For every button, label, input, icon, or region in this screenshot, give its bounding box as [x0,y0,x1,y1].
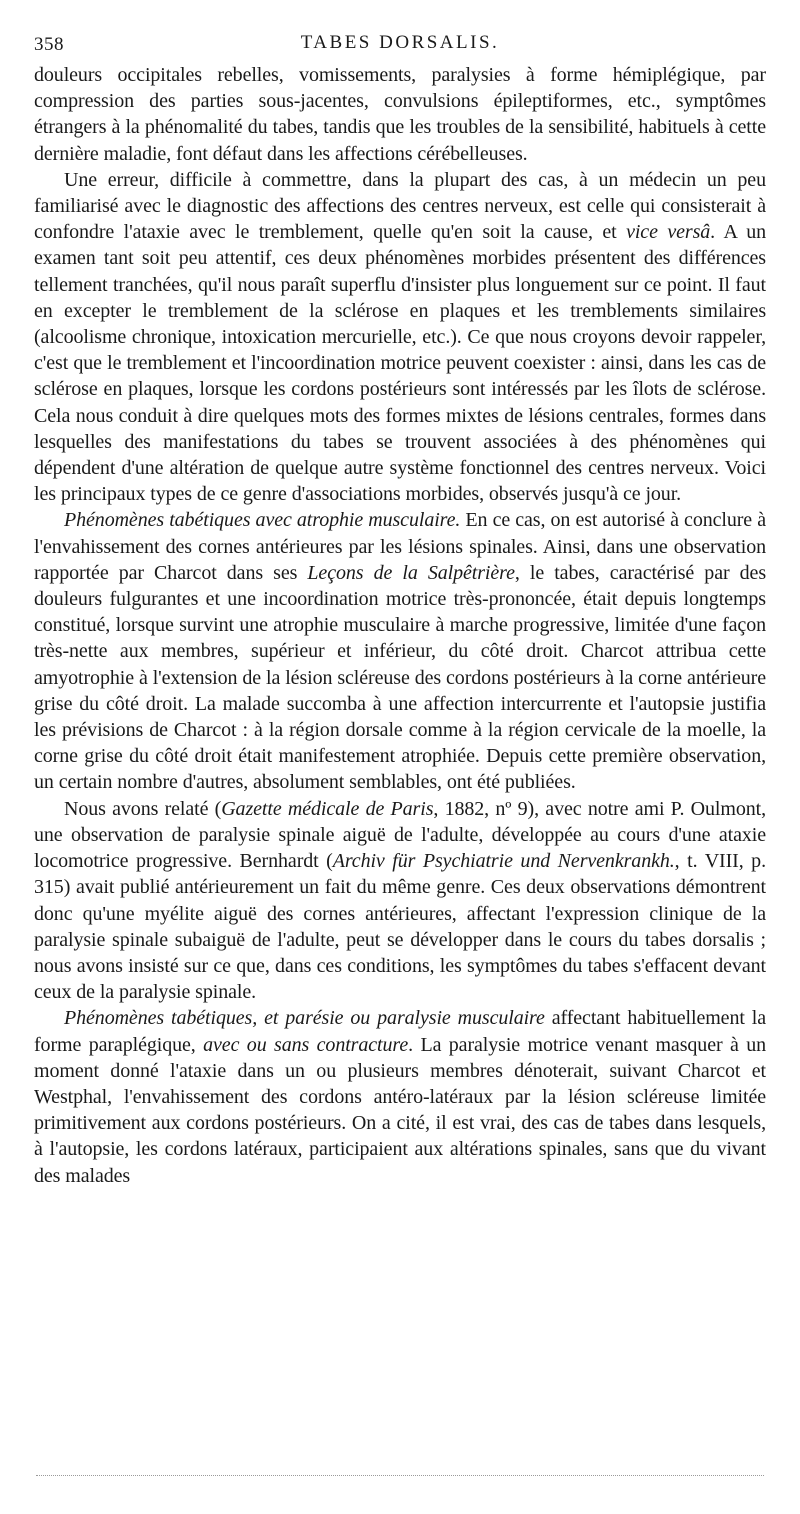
text-run: Une erreur, difficile à commettre, dans la plupart des cas, à un médecin un peu familiarisé avec le diagnostic des affections des centres nerveux, est celle qui consisterait à confondre l'ataxie avec le tremblement, quelle qu'en soit la cause, et [34,168,766,244]
italic-run: vice versâ [626,221,711,244]
book-page [34,22,766,1189]
italic-run: avec ou sans contracture [203,1033,409,1056]
text-run: . La paralysie motrice venant masquer à un moment donné l'ataxie dans un ou plusieurs membres dénoterait, suivant Charcot et Westphal, l'envahissement des cordons antéro-latéraux par la lésion scléreuse limitée primitivement aux cordons postérieurs. On a cité, il est vrai, des cas de tabes dans lesquels, à l'autopsie, les cordons latéraux, participaient aux altérations spinales, sans que du vivant des malades [34,1033,766,1187]
text-run: , t. VIII, p. 315) avait publié antérieurement un fait du même genre. Ces deux observations démontrent donc qu'une myélite aiguë des cornes antérieures, affectant l'expression clinique de la paralysie spinale subaiguë de l'adulte, peut se développer dans le cours du tabes dorsalis ; nous avons insisté sur ce que, dans ces conditions, les symptômes du tabes s'effacent devant ceux de la paralysie spinale. [34,850,766,1004]
paragraph [34,62,766,167]
text-run: , 1882, nº 9), avec notre ami P. Oulmont, une observation de paralysie spinale aiguë de l'adulte, développée au cours d'une ataxie locomotrice progressive. Bernhardt ( [34,797,766,873]
body-text [34,62,766,1189]
italic-run: Phénomènes tabétiques avec atrophie musculaire. [64,509,461,532]
running-head [34,22,766,62]
paragraph [34,507,766,795]
paragraph [34,1005,766,1188]
italic-run: Gazette médicale de Paris [221,797,434,820]
paragraph [34,796,766,1006]
text-run: douleurs occipitales rebelles, vomissements, paralysies à forme hémiplégique, par compression des parties sous-jacentes, convulsions épileptiformes, etc., symptômes étrangers à la phénomalité du tabes, tandis que les troubles de la sensibilité, habituels à cette dernière maladie, font défaut dans les affections cérébelleuses. [34,64,766,165]
paragraph [34,167,766,508]
italic-run: Leçons de la Salpêtrière [307,561,515,584]
page-number: 358 [34,34,64,55]
text-run: . A un examen tant soit peu attentif, ces deux phénomènes morbides présentent des différences tellement tranchées, qu'il nous paraît superflu d'insister plus longuement sur ce point. Il faut en excepter le tremblement de la sclérose en plaques et les tremblements similaires (alcoolisme chronique, intoxication mercurielle, etc.). Ce que nous croyons devoir rappeler, c'est que le tremblement et l'incoordination motrice peuvent coexister : ainsi, dans les cas de sclérose en plaques, lorsque les cordons postérieurs sont intéressés par les îlots de sclérose. Cela nous conduit à dire quelques mots des formes mixtes de lésions centrales, formes dans lesquelles des manifestations du tabes se trouvent associées à des phénomènes qui dépendent d'une altération de quelque autre système fonctionnel des centres nerveux. Voici les principaux types de ce genre d'associations morbides, observés jusqu'à ce jour. [34,221,766,506]
italic-run: Archiv für Psychiatrie und Nervenkrankh. [332,850,675,873]
footer-rule [36,1475,764,1476]
text-run: En ce cas, on est autorisé à conclure à l'envahissement des cornes antérieures par les lésions spinales. Ainsi, dans une observation rapportée par Charcot dans ses [34,509,766,584]
text-run: affectant habituellement la forme paraplégique, [34,1007,766,1056]
text-run: Nous avons relaté ( [64,797,222,820]
running-title: TABES DORSALIS. [300,32,500,53]
italic-run: Phénomènes tabétiques, et parésie ou paralysie musculaire [64,1007,545,1030]
text-run: , le tabes, caractérisé par des douleurs fulgurantes et une incoordination motrice très-prononcée, était depuis longtemps constitué, lorsque survint une atrophie musculaire à marche progressive, limitée d'une façon très-nette aux membres, supérieur et inférieur, du côté droit. Charcot attribua cette amyotrophie à l'extension de la lésion scléreuse des cordons postérieurs à la corne antérieure grise du côté droit. La malade succomba à une affection intercurrente et l'autopsie justifia les prévisions de Charcot : à la région dorsale comme à la région cervicale de la moelle, la corne grise du côté droit était manifestement atrophiée. Depuis cette première observation, un certain nombre d'autres, absolument semblables, ont été publiées. [34,561,767,794]
